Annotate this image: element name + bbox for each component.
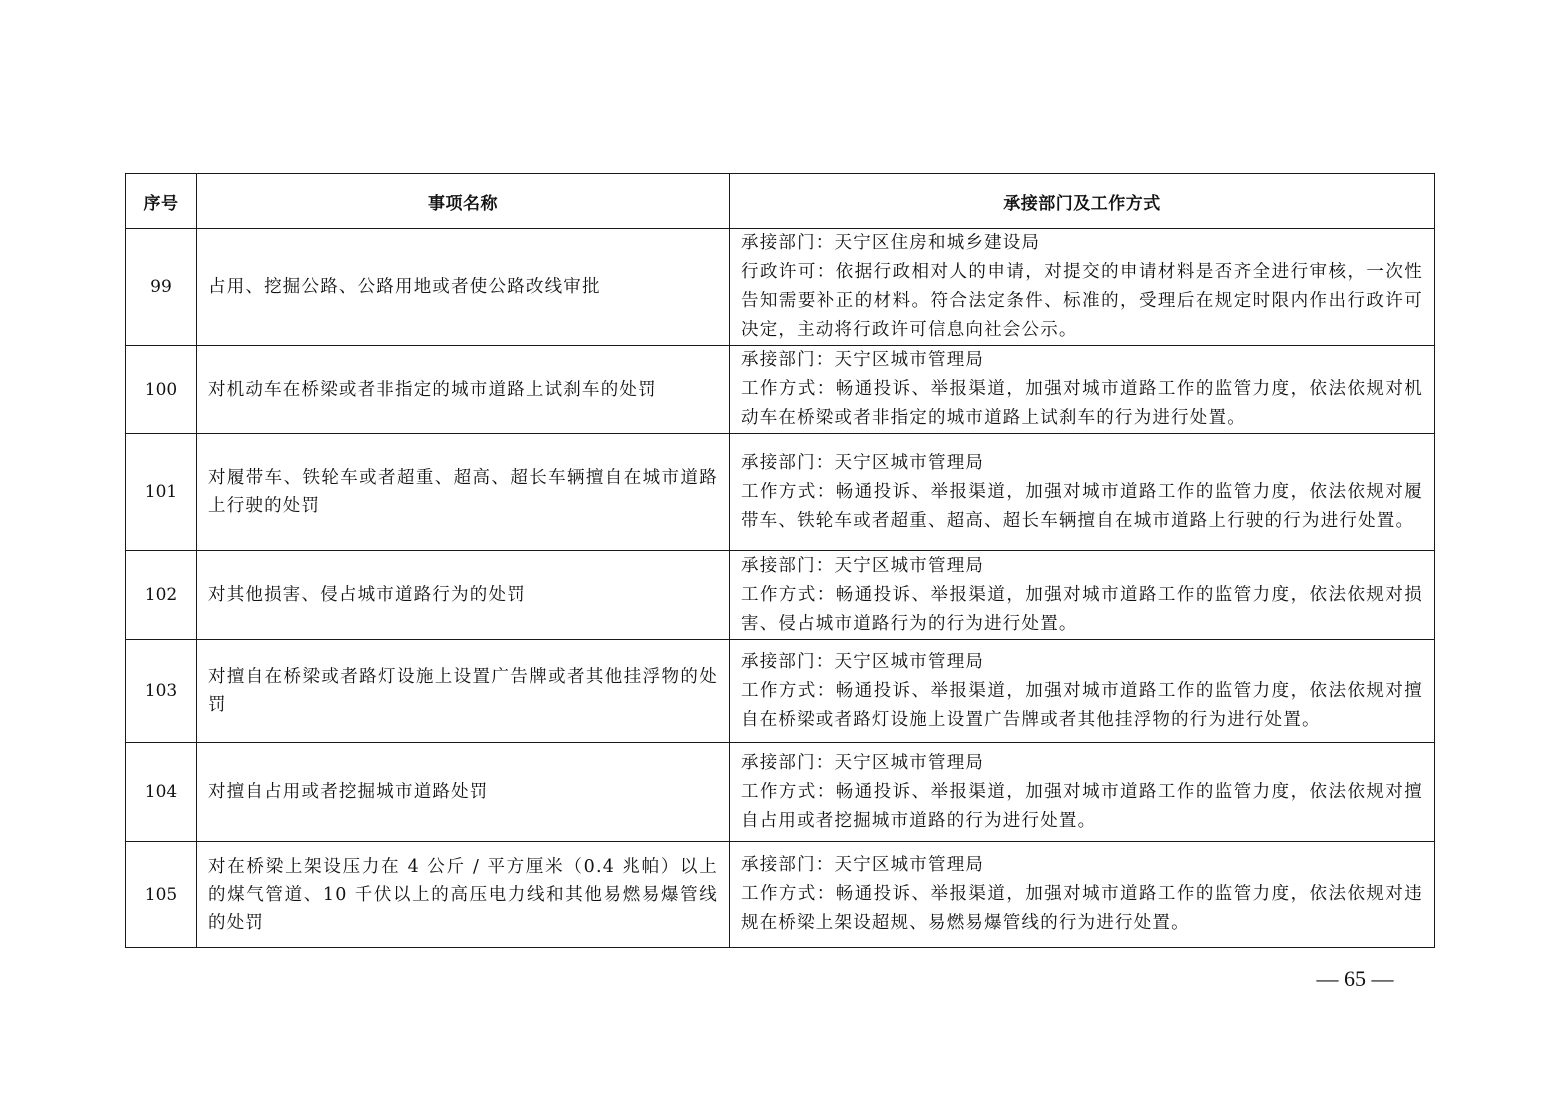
row-dept: 承接部门：天宁区城市管理局 [741, 752, 985, 773]
row-item-name: 对在桥梁上架设压力在 4 公斤 / 平方厘米（0.4 兆帕）以上的煤气管道、10 千伏以上的高压电力线和其他易燃易爆管线的处罚 [197, 842, 730, 948]
table-row [126, 434, 1435, 551]
row-number: 99 [126, 229, 197, 346]
row-item-name: 对机动车在桥梁或者非指定的城市道路上试刹车的处罚 [197, 346, 730, 434]
header-item-name: 事项名称 [197, 174, 730, 229]
row-method: 工作方式：畅通投诉、举报渠道，加强对城市道路工作的监管力度，依法依规对机动车在桥梁或者非指定的城市道路上试刹车的行为进行处置。 [741, 379, 1423, 428]
row-number: 102 [126, 551, 197, 640]
table-row [126, 640, 1435, 743]
row-dept: 承接部门：天宁区城市管理局 [741, 555, 985, 576]
row-item-name: 占用、挖掘公路、公路用地或者使公路改线审批 [197, 229, 730, 346]
table-row [126, 229, 1435, 346]
row-method: 工作方式：畅通投诉、举报渠道，加强对城市道路工作的监管力度，依法依规对擅自占用或者挖掘城市道路的行为进行处置。 [741, 781, 1423, 831]
row-item-name: 对擅自在桥梁或者路灯设施上设置广告牌或者其他挂浮物的处罚 [197, 640, 730, 743]
row-method: 工作方式：畅通投诉、举报渠道，加强对城市道路工作的监管力度，依法依规对擅自在桥梁或者路灯设施上设置广告牌或者其他挂浮物的行为进行处置。 [741, 680, 1423, 730]
row-method: 工作方式：畅通投诉、举报渠道，加强对城市道路工作的监管力度，依法依规对履带车、铁轮车或者超重、超高、超长车辆擅自在城市道路上行驶的行为进行处置。 [741, 481, 1423, 531]
row-dept-method [730, 434, 1435, 551]
row-dept-method [730, 743, 1435, 842]
row-number: 100 [126, 346, 197, 434]
header-dept-method: 承接部门及工作方式 [730, 174, 1435, 229]
row-dept: 承接部门：天宁区城市管理局 [741, 855, 985, 875]
row-dept-method [730, 842, 1435, 948]
row-number: 101 [126, 434, 197, 551]
row-number: 104 [126, 743, 197, 842]
matters-table [125, 173, 1435, 948]
row-item-name: 对其他损害、侵占城市道路行为的处罚 [197, 551, 730, 640]
row-method: 工作方式：畅通投诉、举报渠道，加强对城市道路工作的监管力度，依法依规对违规在桥梁上架设超规、易燃易爆管线的行为进行处置。 [741, 884, 1423, 933]
row-item-name: 对履带车、铁轮车或者超重、超高、超长车辆擅自在城市道路上行驶的处罚 [197, 434, 730, 551]
row-item-name: 对擅自占用或者挖掘城市道路处罚 [197, 743, 730, 842]
row-dept-method [730, 346, 1435, 434]
table-row [126, 743, 1435, 842]
row-dept: 承接部门：天宁区城市管理局 [741, 452, 985, 473]
page-number: — 65 — [1316, 966, 1394, 991]
row-number: 105 [126, 842, 197, 948]
row-dept: 承接部门：天宁区住房和城乡建设局 [741, 233, 1041, 253]
row-dept: 承接部门：天宁区城市管理局 [741, 350, 985, 370]
table-row [126, 346, 1435, 434]
row-dept-method [730, 551, 1435, 640]
row-dept-method [730, 640, 1435, 743]
header-number: 序号 [126, 174, 197, 229]
row-dept: 承接部门：天宁区城市管理局 [741, 651, 985, 672]
table-row [126, 551, 1435, 640]
table-row [126, 842, 1435, 948]
row-dept-method [730, 229, 1435, 346]
row-method: 工作方式：畅通投诉、举报渠道，加强对城市道路工作的监管力度，依法依规对损害、侵占城市道路行为的行为进行处置。 [741, 584, 1423, 634]
row-method: 行政许可：依据行政相对人的申请，对提交的申请材料是否齐全进行审核，一次性告知需要补正的材料。符合法定条件、标准的，受理后在规定时限内作出行政许可决定，主动将行政许可信息向社会公示。 [741, 262, 1423, 340]
row-number: 103 [126, 640, 197, 743]
table-header-row [126, 174, 1435, 229]
